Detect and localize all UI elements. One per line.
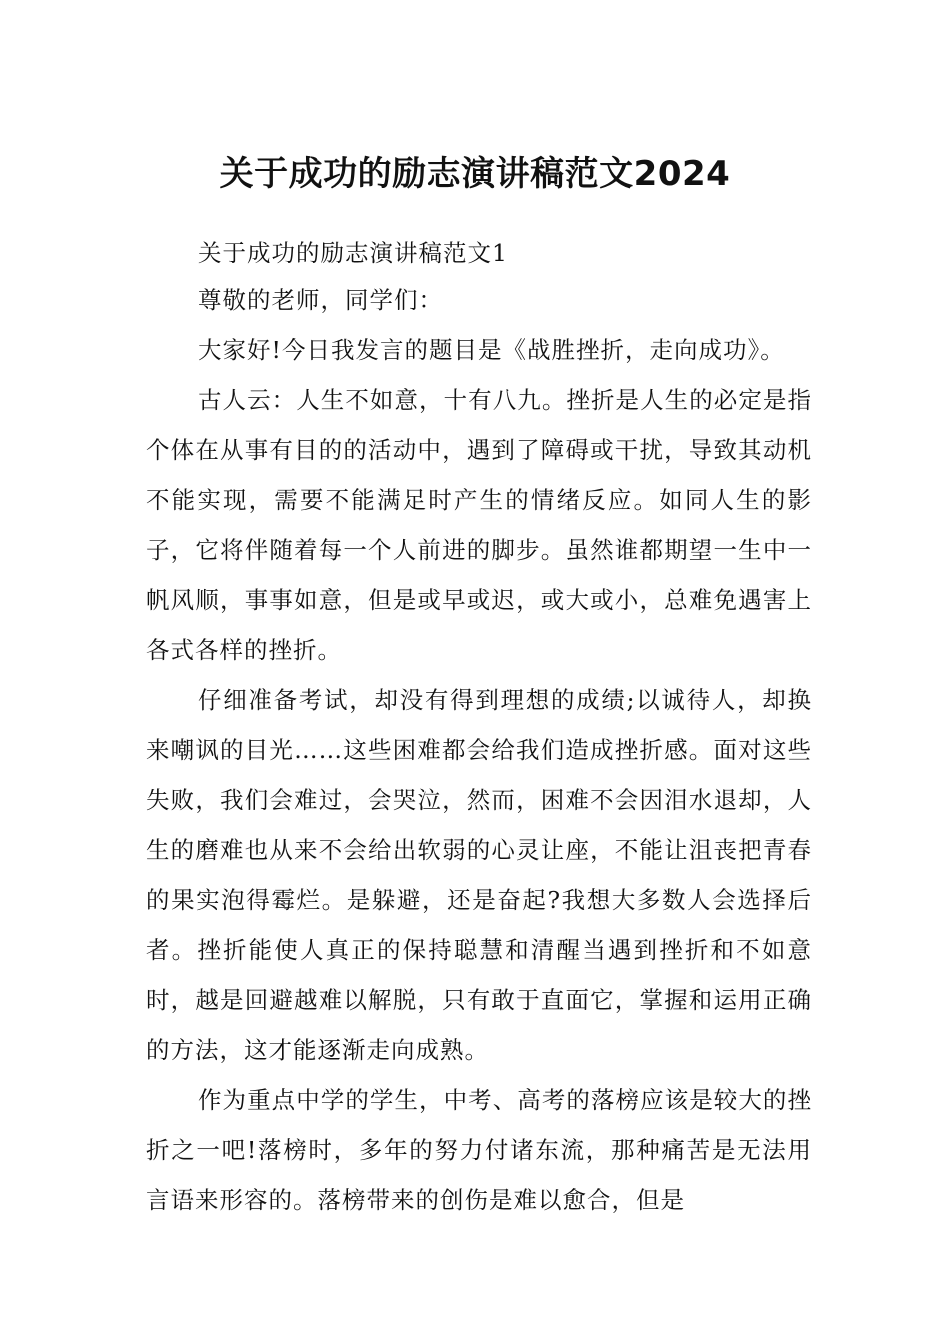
paragraph-intro: 大家好!今日我发言的题目是《战胜挫折，走向成功》。 xyxy=(198,336,785,364)
document-subtitle: 关于成功的励志演讲稿范文1 xyxy=(198,239,508,267)
paragraph-facing-difficulties: 仔细准备考试，却没有得到理想的成绩;以诚待人，却换来嘲讽的目光……这些困难都会给我们造成挫折感。面对这些失败，我们会难过，会哭泣，然而，困难不会因泪水退却，人生的磨难也从来不会给出软弱的心灵让座，不能让沮丧把青春的果实泡得霉烂。是躲避，还是奋起?我想大多数人会选择后者。挫折能使人真正的保持聪慧和清醒当遇到挫折和不如意时，越是回避越难以解脱，只有敢于直面它，掌握和运用正确的方法，这才能逐渐走向成熟。 xyxy=(146,686,812,1064)
paragraph-setbacks: 古人云：人生不如意，十有八九。挫折是人生的必定是指个体在从事有目的的活动中，遇到了障碍或干扰，导致其动机不能实现，需要不能满足时产生的情绪反应。如同人生的影子，它将伴随着每一个人前进的脚步。虽然谁都期望一生中一帆风顺，事事如意，但是或早或迟，或大或小，总难免遇害上各式各样的挫折。 xyxy=(146,386,812,664)
paragraph-exam-failure: 作为重点中学的学生，中考、高考的落榜应该是较大的挫折之一吧!落榜时，多年的努力付诸东流，那种痛苦是无法用言语来形容的。落榜带来的创伤是难以愈合，但是 xyxy=(146,1086,812,1214)
document-title: 关于成功的励志演讲稿范文2024 xyxy=(219,153,731,194)
greeting-line: 尊敬的老师，同学们： xyxy=(198,286,443,314)
